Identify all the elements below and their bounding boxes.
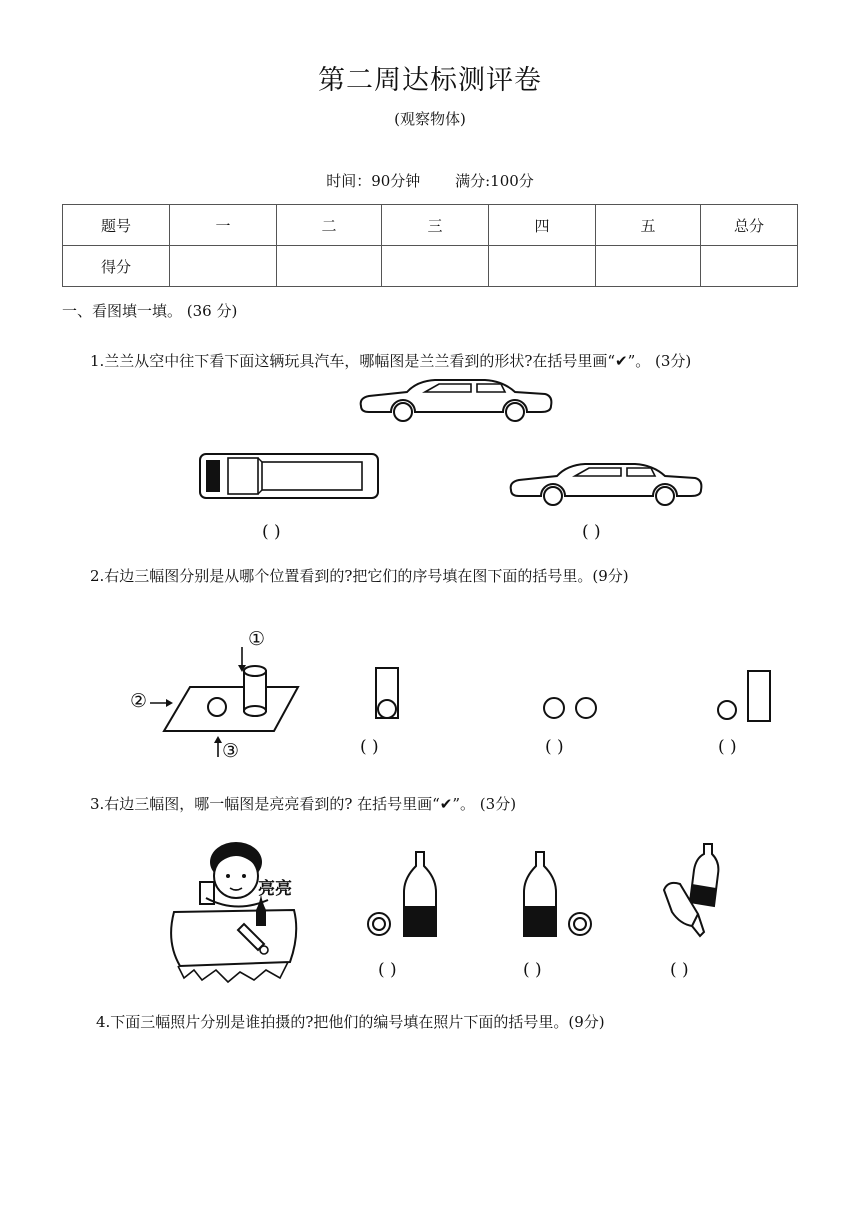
page-title: 第二周达标测评卷 [318, 65, 542, 96]
q3-answer-blank-3[interactable]: ( ) [670, 960, 689, 980]
score-input-cell[interactable] [701, 246, 798, 287]
view-ball-left-bottle-right-image [362, 848, 444, 940]
score-table-header-row [63, 205, 798, 246]
position-marker-3: ③ [222, 740, 240, 762]
score-header-cell: 总分 [701, 205, 798, 246]
liangliang-label: 亮亮 [258, 879, 292, 899]
score-table [62, 204, 798, 287]
q1-answer-blank-2[interactable]: ( ) [582, 522, 601, 542]
score-header-cell: 一 [170, 205, 277, 246]
section-title: 一、看图填一填。 (36 分) [62, 302, 238, 320]
q2-answer-blank-2[interactable]: ( ) [545, 737, 564, 757]
view-bottle-left-ball-right-image [518, 848, 600, 940]
exam-full-score: 满分:100分 [455, 172, 534, 190]
score-header-cell: 五 [596, 205, 701, 246]
position-marker-2: ② [130, 690, 148, 712]
question-3-text: 3.右边三幅图，哪一幅图是亮亮看到的? 在括号里画“✔”。 (3分) [90, 795, 517, 813]
score-input-cell[interactable] [277, 246, 382, 287]
score-header-cell: 三 [382, 205, 489, 246]
exam-time: 时间：90分钟 [326, 172, 421, 190]
score-table-score-row [63, 246, 798, 287]
score-input-cell[interactable] [170, 246, 277, 287]
boy-at-table-image [158, 838, 303, 988]
q3-answer-blank-1[interactable]: ( ) [378, 960, 397, 980]
question-1-text: 1.兰兰从空中往下看下面这辆玩具汽车，哪幅图是兰兰看到的形状?在括号里画“✔”。 (3分) [90, 352, 692, 370]
score-input-cell[interactable] [489, 246, 596, 287]
score-input-cell[interactable] [596, 246, 701, 287]
q1-answer-blank-1[interactable]: ( ) [262, 522, 281, 542]
view-lying-bottle-image [658, 840, 740, 944]
q2-answer-blank-3[interactable]: ( ) [718, 737, 737, 757]
car-side-view-image[interactable] [505, 462, 705, 508]
car-side-reference-image [355, 378, 555, 424]
position-marker-1: ① [248, 628, 266, 650]
score-header-cell: 二 [277, 205, 382, 246]
score-header-cell: 题号 [63, 205, 170, 246]
q3-answer-blank-2[interactable]: ( ) [523, 960, 542, 980]
score-row-label: 得分 [63, 246, 170, 287]
q2-answer-blank-1[interactable]: ( ) [360, 737, 379, 757]
table-with-cylinder-and-ball-image [128, 625, 308, 765]
question-4-text: 4.下面三幅照片分别是谁拍摄的?把他们的编号填在照片下面的括号里。(9分) [96, 1013, 605, 1031]
view-two-circles-image [540, 695, 604, 721]
view-circle-and-rect-image [714, 668, 774, 724]
exam-info [0, 170, 860, 191]
score-header-cell: 四 [489, 205, 596, 246]
page-subtitle: (观察物体) [394, 110, 466, 128]
score-input-cell[interactable] [382, 246, 489, 287]
car-top-view-image[interactable] [198, 450, 380, 502]
question-2-text: 2.右边三幅图分别是从哪个位置看到的?把它们的序号填在图下面的括号里。(9分) [90, 567, 629, 585]
view-top-image [372, 665, 402, 721]
